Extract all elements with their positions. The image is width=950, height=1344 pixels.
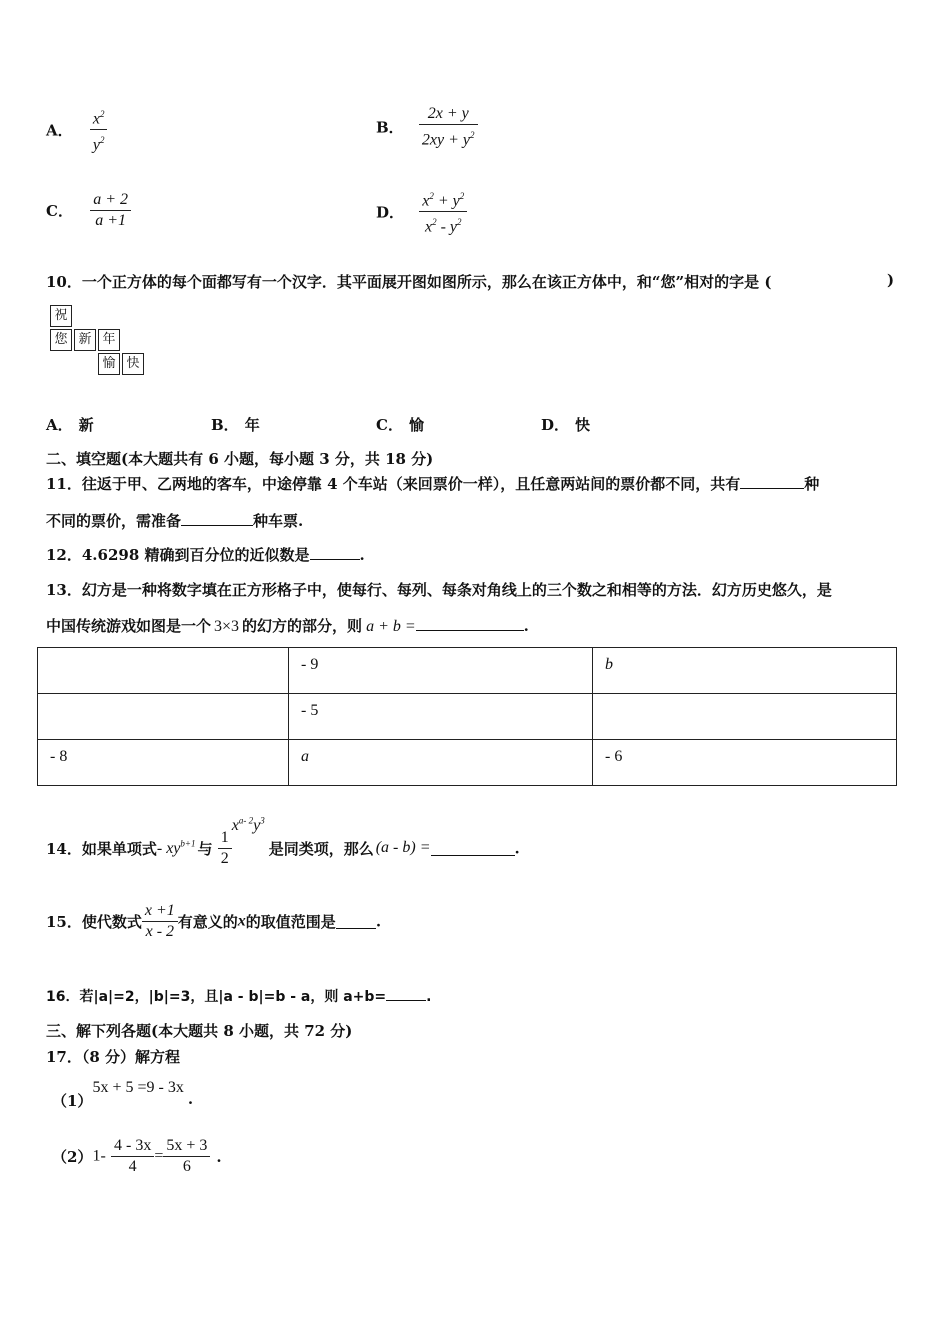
option-label: B． <box>376 118 404 137</box>
fraction-half: $\frac{1}{2}$ <box>218 828 232 869</box>
q14: 14．如果单项式- $xy^{b+1}$ 与 $\frac{1}{2}$ $x^{a- 2}y^3$是同类项，那么 (a - b) = . <box>46 816 520 867</box>
q15: 15．使代数式 $\frac{x +1}{x - 2}$ 有意义的x的取值范围是 . <box>46 902 382 940</box>
option-label: A． <box>46 121 73 140</box>
magic-cell: b <box>593 648 897 694</box>
section-2-heading: 二、填空题(本大题共有 6 小题，每小题 3 分，共 18 分) <box>46 450 434 468</box>
fraction: $\frac{5x + 3}{6}$ <box>163 1136 210 1177</box>
q12: 12．4.6298 精确到百分位的近似数是 . <box>46 546 365 564</box>
fraction: $\frac{4 - 3x}{4}$ <box>111 1136 154 1177</box>
magic-square-table <box>37 647 897 786</box>
net-cell-xin: 新 <box>74 329 96 351</box>
answer-blank <box>386 986 426 1001</box>
q9-option-a <box>46 104 107 156</box>
q10-close-paren: ) <box>887 271 895 289</box>
q17-part2: （2）1- $\frac{4 - 3x}{4}$ = $\frac{5x + 3}{6}$ . <box>52 1137 222 1175</box>
answer-blank <box>416 616 524 631</box>
magic-cell: - 9 <box>289 648 593 694</box>
magic-cell: - 8 <box>38 740 289 786</box>
net-cell-nin: 您 <box>50 329 72 351</box>
net-cell-kuai: 快 <box>122 353 144 375</box>
q9-option-b <box>376 104 478 150</box>
q10-text: 10．一个正方体的每个面都写有一个汉字．其平面展开图如图所示，那么在该正方体中，和“您”相对的字是 ( <box>46 273 772 291</box>
answer-blank <box>310 545 360 560</box>
q10-option-b: B． 年 <box>211 416 260 434</box>
q17-title: 17．（8 分）解方程 <box>46 1048 181 1066</box>
magic-cell: - 6 <box>593 740 897 786</box>
q17-part1: （1）5x + 5 =9 - 3x. <box>52 1079 194 1110</box>
magic-cell <box>593 694 897 740</box>
option-label: C． <box>46 202 73 220</box>
net-cell-nian: 年 <box>98 329 120 351</box>
q10-option-c: C． 愉 <box>376 416 424 434</box>
q16: 16．若|a|=2，|b|=3，且|a - b|=b - a，则 a+b= . <box>46 986 432 1006</box>
answer-blank <box>336 914 376 929</box>
net-cell-yu: 愉 <box>98 353 120 375</box>
fraction: $\frac{2x + y}{2xy + y^2}$ <box>419 104 478 150</box>
q11-line2: 不同的票价，需准备 种车票. <box>46 512 304 530</box>
fraction: $\frac{a + 2}{a +1}$ <box>90 190 131 231</box>
magic-cell <box>38 694 289 740</box>
magic-cell <box>38 648 289 694</box>
q13-line2: 中国传统游戏如图是一个 3×3 的幻方的部分，则 a + b = . <box>46 617 529 635</box>
net-cell-zhu: 祝 <box>50 305 72 327</box>
q13-line1: 13．幻方是一种将数字填在正方形格子中，使每行、每列、每条对角线上的三个数之和相等的方法．幻方历史悠久，是 <box>46 581 832 599</box>
q11-line1: 11．往返于甲、乙两地的客车，中途停靠 4 个车站（来回票价一样），且任意两站间的票价都不同，共有 种 <box>46 475 820 493</box>
fraction: $\frac{x^2}{y^2}$ <box>90 104 108 156</box>
section-3-heading: 三、解下列各题(本大题共 8 小题，共 72 分) <box>46 1022 353 1040</box>
fraction: $\frac{x^2 + y^2}{x^2 - y^2}$ <box>419 186 467 238</box>
magic-cell: - 5 <box>289 694 593 740</box>
option-label: D． <box>376 203 405 222</box>
fraction: $\frac{x +1}{x - 2}$ <box>142 901 178 942</box>
q9-option-d <box>376 186 467 238</box>
answer-blank <box>181 511 253 526</box>
magic-cell: a <box>289 740 593 786</box>
answer-blank <box>431 841 515 856</box>
answer-blank <box>740 474 804 489</box>
q9-option-c <box>46 190 131 231</box>
q10-option-a: A． 新 <box>46 416 94 434</box>
q10-option-d: D． 快 <box>541 416 591 434</box>
